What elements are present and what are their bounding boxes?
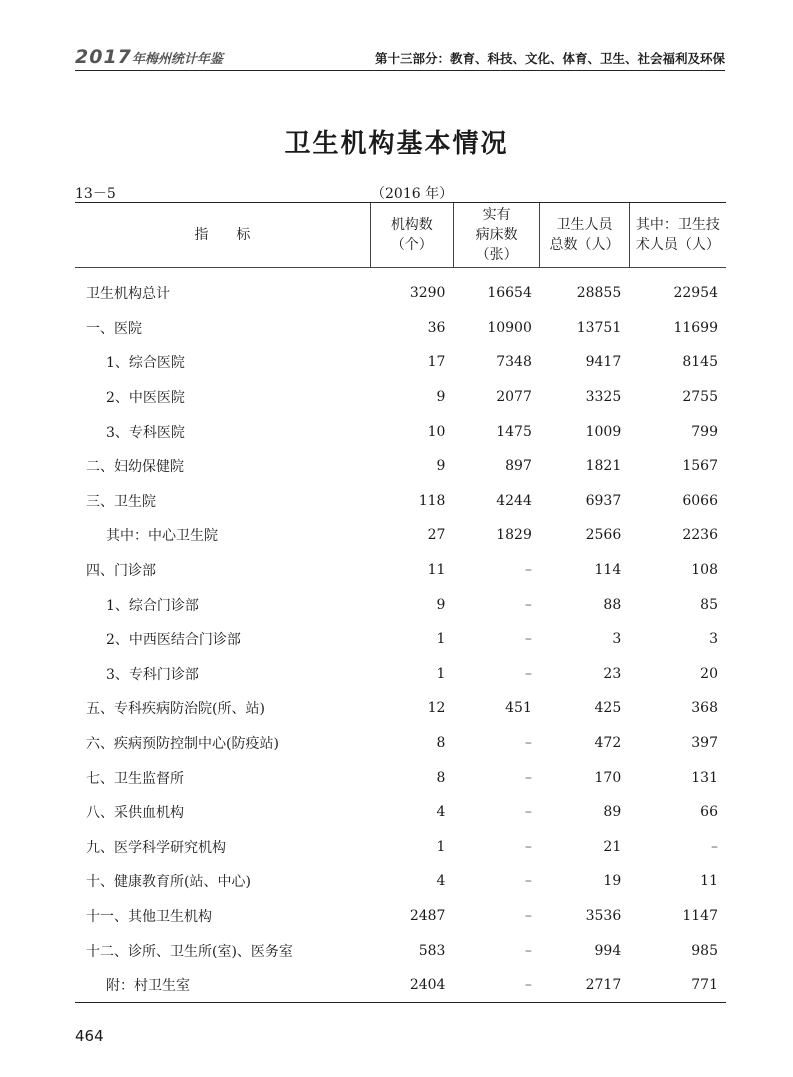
table-row — [75, 449, 726, 484]
table-row — [75, 864, 726, 899]
col-header-tech-staff — [629, 203, 726, 268]
cell-staff: 170 — [594, 769, 622, 786]
col-header-line: 总数（人） — [549, 237, 620, 253]
cell-staff: 114 — [594, 562, 622, 579]
col-header-line: 术人员（人） — [635, 237, 720, 253]
cell-beds: – — [524, 942, 532, 959]
table-row — [75, 933, 726, 968]
cell-staff: 3536 — [585, 907, 622, 924]
cell-institutions: 9 — [436, 389, 446, 406]
cell-beds: 10900 — [487, 319, 532, 336]
cell-beds: 897 — [505, 458, 532, 475]
table-row — [75, 553, 726, 588]
row-label: 五、专科疾病防治院(所、站) — [86, 701, 265, 718]
cell-tech-staff: 799 — [691, 423, 718, 440]
row-label: 2、中西医结合门诊部 — [106, 632, 241, 649]
cell-beds: 2077 — [496, 389, 532, 406]
page-title: 卫生机构基本情况 — [284, 129, 509, 159]
col-header-line: （张） — [475, 247, 518, 263]
row-label: 九、医学科学研究机构 — [86, 839, 226, 856]
cell-tech-staff: 131 — [691, 769, 718, 786]
cell-beds: 1829 — [496, 527, 532, 544]
table-row — [75, 380, 726, 415]
cell-beds: – — [524, 838, 532, 855]
cell-beds: – — [524, 804, 532, 821]
cell-beds: – — [524, 596, 532, 613]
cell-tech-staff: 11699 — [673, 319, 718, 336]
cell-tech-staff: 6066 — [682, 492, 718, 509]
row-label: 十、健康教育所(站、中心) — [86, 874, 251, 891]
row-label: 2、中医医院 — [106, 390, 185, 407]
row-label: 一、医院 — [86, 320, 142, 337]
cell-beds: 451 — [505, 700, 532, 717]
table-row — [75, 795, 726, 830]
table-row — [75, 414, 726, 449]
table-row — [75, 657, 726, 692]
cell-tech-staff: 66 — [700, 804, 718, 821]
row-label: 六、疾病预防控制中心(防疫站) — [86, 736, 279, 753]
row-label: 1、综合医院 — [106, 355, 185, 372]
cell-tech-staff: 8145 — [682, 354, 718, 371]
cell-staff: 13751 — [576, 319, 622, 336]
row-label: 附：村卫生室 — [75, 968, 370, 1003]
table-row — [75, 518, 726, 553]
cell-beds: 1475 — [496, 423, 532, 440]
cell-beds: 7348 — [496, 354, 532, 371]
table-row — [75, 968, 726, 1003]
cell-tech-staff: 2236 — [682, 527, 718, 544]
cell-tech-staff: 108 — [691, 562, 718, 579]
table-row — [75, 311, 726, 346]
row-label: 二、妇幼保健院 — [86, 459, 184, 476]
cell-staff: 1821 — [585, 458, 622, 475]
cell-tech-staff: 368 — [691, 700, 718, 717]
cell-staff: 89 — [603, 804, 622, 821]
cell-institutions: 8 — [436, 769, 446, 786]
cell-staff: 28855 — [576, 285, 622, 302]
col-header-line: （个） — [390, 237, 433, 253]
cell-institutions: 3290 — [409, 285, 446, 302]
col-header-beds — [453, 203, 539, 268]
cell-beds: – — [524, 873, 532, 890]
cell-institutions: 9 — [436, 596, 446, 613]
row-label: 四、门诊部 — [86, 563, 156, 580]
col-header-line: 实有 — [482, 207, 511, 223]
row-label: 卫生机构总计 — [86, 286, 170, 303]
cell-institutions: 1 — [436, 838, 446, 855]
cell-tech-staff: 85 — [700, 596, 718, 613]
cell-institutions: 17 — [427, 354, 446, 371]
cell-institutions: 1 — [436, 665, 446, 682]
col-header-line: 其中：卫生技 — [635, 217, 720, 233]
table-header-row — [75, 203, 726, 268]
yearbook-name: 年梅州统计年鉴 — [131, 52, 223, 67]
cell-tech-staff: 397 — [691, 735, 718, 752]
row-label: 其中：中心卫生院 — [106, 528, 218, 545]
cell-staff: 3 — [612, 631, 622, 648]
row-label: 十二、诊所、卫生所(室)、医务室 — [86, 943, 293, 960]
col-header-line: 卫生人员 — [556, 217, 613, 233]
cell-tech-staff: 1567 — [682, 458, 718, 475]
row-label: 七、卫生监督所 — [86, 770, 184, 787]
yearbook-title — [75, 46, 223, 68]
col-header-staff — [540, 203, 629, 268]
cell-institutions: 118 — [418, 492, 446, 509]
col-header-institutions — [370, 203, 453, 268]
cell-staff: 21 — [603, 838, 622, 855]
cell-beds: – — [524, 562, 532, 579]
cell-tech-staff: 1147 — [682, 907, 718, 924]
col-header-line: 病床数 — [475, 227, 518, 243]
cell-beds: – — [524, 665, 532, 682]
cell-beds: – — [524, 769, 532, 786]
cell-staff: 9417 — [585, 354, 622, 371]
cell-institutions: 4 — [436, 804, 446, 821]
cell-staff: 3325 — [585, 389, 622, 406]
cell-institutions: 583 — [418, 942, 446, 959]
row-label: 十一、其他卫生机构 — [86, 908, 212, 925]
table-row — [75, 760, 726, 795]
cell-staff: 88 — [603, 596, 622, 613]
row-label: 八、采供血机构 — [86, 805, 184, 822]
cell-staff: 425 — [594, 700, 622, 717]
cell-institutions: 12 — [427, 700, 446, 717]
cell-institutions: 4 — [436, 873, 446, 890]
cell-staff: 1009 — [585, 423, 622, 440]
cell-beds: – — [524, 735, 532, 752]
cell-tech-staff: – — [711, 838, 718, 855]
cell-staff: 6937 — [585, 492, 622, 509]
yearbook-year: 2017 — [75, 46, 132, 68]
cell-staff: 2566 — [585, 527, 622, 544]
cell-beds: – — [453, 968, 539, 1003]
cell-tech-staff: 20 — [700, 665, 718, 682]
table-row — [75, 622, 726, 657]
cell-institutions: 36 — [427, 319, 446, 336]
table-row — [75, 345, 726, 380]
cell-institutions: 9 — [436, 458, 446, 475]
running-header — [75, 48, 725, 71]
row-label: 1、综合门诊部 — [106, 597, 199, 614]
row-label: 3、专科门诊部 — [106, 666, 199, 683]
section-title: 第十三部分：教育、科技、文化、体育、卫生、社会福利及环保 — [374, 51, 725, 66]
cell-institutions: 11 — [427, 562, 446, 579]
cell-tech-staff: 2755 — [682, 389, 718, 406]
cell-staff: 994 — [594, 942, 622, 959]
table-row — [75, 587, 726, 622]
cell-staff: 472 — [594, 735, 622, 752]
table-code: 13－5 — [75, 186, 116, 202]
health-institutions-table — [75, 202, 726, 1003]
cell-tech-staff: 771 — [629, 968, 726, 1003]
row-label: 3、专科医院 — [106, 424, 185, 441]
cell-staff: 19 — [603, 873, 622, 890]
table-row — [75, 726, 726, 761]
cell-institutions: 27 — [427, 527, 446, 544]
cell-staff: 2717 — [540, 968, 629, 1003]
cell-institutions: 2487 — [409, 907, 446, 924]
cell-institutions: 10 — [427, 423, 446, 440]
table-row — [75, 830, 726, 865]
cell-tech-staff: 22954 — [673, 285, 718, 302]
cell-institutions: 1 — [436, 631, 446, 648]
cell-staff: 23 — [603, 665, 622, 682]
cell-tech-staff: 3 — [709, 631, 718, 648]
page-number: 464 — [75, 1027, 104, 1045]
year-note: （2016 年） — [371, 186, 454, 202]
table-row — [75, 691, 726, 726]
table-row — [75, 484, 726, 519]
cell-beds: – — [524, 631, 532, 648]
cell-beds: 4244 — [496, 492, 532, 509]
col-header-indicator: 指 标 — [75, 203, 370, 268]
cell-institutions: 8 — [436, 735, 446, 752]
cell-beds: – — [524, 907, 532, 924]
row-label: 三、卫生院 — [86, 493, 156, 510]
table-row — [75, 268, 726, 311]
col-header-line: 机构数 — [390, 217, 433, 233]
cell-tech-staff: 11 — [700, 873, 718, 890]
cell-tech-staff: 985 — [691, 942, 718, 959]
cell-institutions: 2404 — [370, 968, 453, 1003]
cell-beds: 16654 — [487, 285, 532, 302]
table-row — [75, 899, 726, 934]
